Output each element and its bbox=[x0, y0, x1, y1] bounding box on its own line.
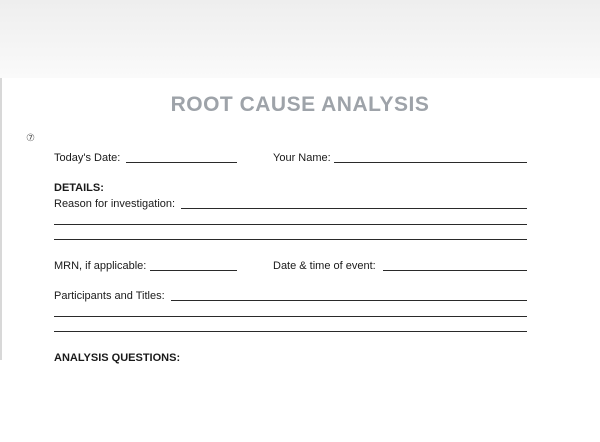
your-name-field[interactable] bbox=[334, 162, 527, 163]
details-heading: DETAILS: bbox=[54, 182, 104, 194]
left-margin-rule bbox=[0, 78, 2, 360]
circled-number-mark: ⑦ bbox=[26, 133, 35, 144]
todays-date-label: Today's Date: bbox=[54, 152, 121, 164]
participants-label: Participants and Titles: bbox=[54, 290, 165, 302]
form-title: ROOT CAUSE ANALYSIS bbox=[170, 93, 430, 116]
top-band bbox=[0, 0, 600, 78]
participants-field-line-3[interactable] bbox=[54, 331, 527, 332]
mrn-label: MRN, if applicable: bbox=[54, 260, 147, 272]
analysis-questions-heading: ANALYSIS QUESTIONS: bbox=[54, 352, 181, 364]
reason-field-line-3[interactable] bbox=[54, 239, 527, 240]
todays-date-field[interactable] bbox=[126, 162, 237, 163]
reason-label: Reason for investigation: bbox=[54, 198, 176, 210]
date-time-event-field[interactable] bbox=[383, 270, 527, 271]
mrn-field[interactable] bbox=[150, 270, 237, 271]
your-name-label: Your Name: bbox=[273, 152, 331, 164]
participants-field[interactable] bbox=[171, 300, 527, 301]
date-time-event-label: Date & time of event: bbox=[273, 260, 376, 272]
participants-field-line-2[interactable] bbox=[54, 316, 527, 317]
reason-field[interactable] bbox=[181, 208, 527, 209]
reason-field-line-2[interactable] bbox=[54, 224, 527, 225]
